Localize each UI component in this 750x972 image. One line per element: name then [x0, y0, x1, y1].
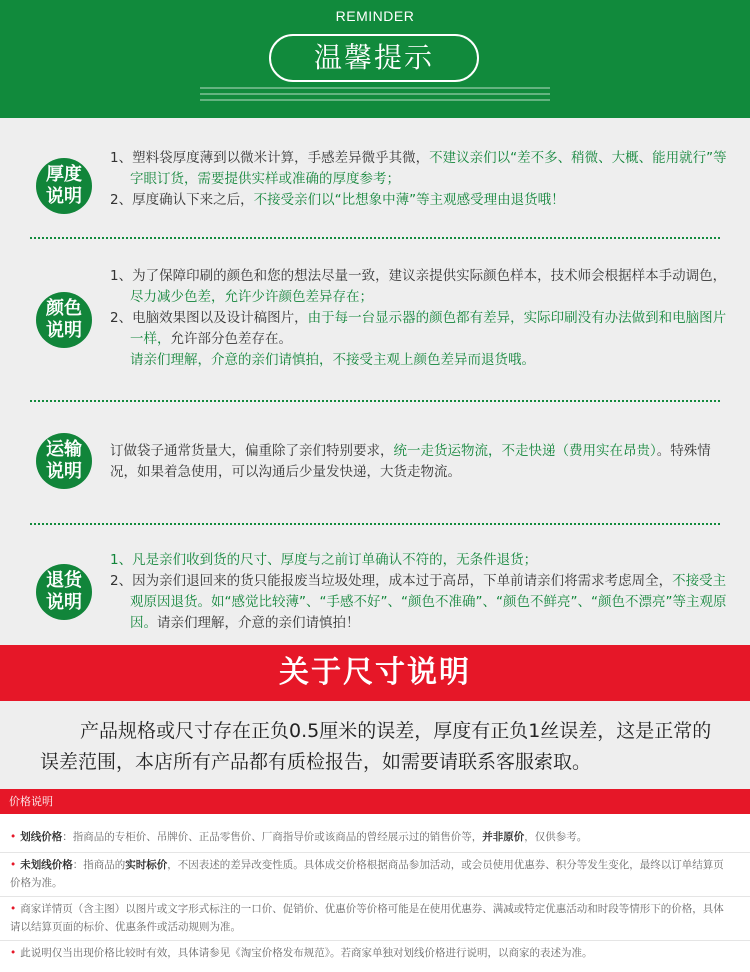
bullet-icon: • — [10, 831, 17, 843]
color-text: 1、为了保障印刷的颜色和您的想法尽量一致，建议亲提供实际颜色样本，技术师会根据样本手动调色，尽力减少色差，允许少许颜色差异存在； 2、电脑效果图以及设计稿图片，由于每一台显示器的颜色都有差异，实际印刷没有办法做到和电脑图片一样，允许部分色差存在。 请亲们理解，介意的亲们请慎拍，不接受主观上颜色差异而退货哦。 — [110, 268, 727, 368]
thickness-text: 1、塑料袋厚度薄到以微米计算，手感差异微乎其微，不建议亲们以“差不多、稍微、大概、能用就行”等字眼订货，需要提供实样或准确的厚度参考； 2、厚度确认下来之后，不接受亲们以“比想象中薄”等主观感受理由退货哦！ — [110, 150, 727, 208]
return-badge: 退货 说明 — [36, 564, 92, 620]
price-divider — [0, 940, 750, 941]
shipping-badge: 运输 说明 — [36, 433, 92, 489]
price-divider — [0, 896, 750, 897]
divider — [30, 523, 720, 525]
price-item-strikethrough: • 划线价格：指商品的专柜价、吊牌价、正品零售价、厂商指导价或该商品的曾经展示过的销售价等，并非原价，仅供参考。 — [10, 831, 588, 843]
price-divider — [0, 852, 750, 853]
return-text: 1、凡是亲们收到货的尺寸、厚度与之前订单确认不符的，无条件退货； 2、因为亲们退回来的货只能报废当垃圾处理，成本过于高昂，下单前请亲们将需求考虑周全，不接受主观原因退货。如“感觉比较薄”、“手感不好”、“颜色不准确”、“颜色不鲜亮”、“颜色不漂亮”等主观原因。请亲们理解，介意的亲们请慎拍！ — [110, 552, 727, 631]
size-description: 产品规格或尺寸存在正负0.5厘米的误差，厚度有正负1丝误差，这是正常的误差范围，本店所有产品都有质检报告，如需要请联系客服索取。 — [40, 720, 712, 773]
thickness-badge: 厚度 说明 — [36, 158, 92, 214]
shipping-text: 订做袋子通常货量大，偏重除了亲们特别要求，统一走货运物流，不走快递（费用实在昂贵）。特殊情况，如果着急使用，可以沟通后少量发快递，大货走物流。 — [110, 443, 711, 480]
color-badge: 颜色 说明 — [36, 292, 92, 348]
price-body — [0, 814, 750, 972]
price-header: 价格说明 — [0, 789, 750, 814]
divider — [30, 237, 720, 239]
shipping-section — [0, 403, 750, 523]
color-section — [0, 240, 750, 378]
bullet-icon: • — [10, 859, 17, 871]
header-banner — [0, 0, 750, 118]
bullet-icon: • — [10, 903, 17, 915]
bullet-icon: • — [10, 947, 17, 959]
price-item-actual: • 未划线价格：指商品的实时标价，不因表述的差异改变性质。具体成交价格根据商品参加活动，或会员使用优惠券、积分等发生变化，最终以订单结算页价格为准。 — [10, 859, 724, 889]
reminder-label: REMINDER — [335, 8, 415, 24]
price-item-detail: • 商家详情页（含主图）以图片或文字形式标注的一口价、促销价、优惠价等价格可能是在使用优惠券、满减或特定优惠活动和时段等情形下的价格，具体请以结算页面的标价、优惠条件或活动规则为准。 — [10, 903, 724, 933]
divider — [30, 400, 720, 402]
page-title: 温馨提示 — [269, 34, 479, 82]
size-banner-title: 关于尺寸说明 — [0, 645, 750, 701]
return-section — [0, 526, 750, 644]
thickness-section — [0, 118, 750, 240]
price-item-note: • 此说明仅当出现价格比较时有效，具体请参见《淘宝价格发布规范》。若商家单独对划线价格进行说明，以商家的表述为准。 — [10, 947, 593, 959]
decorative-fine-text — [200, 87, 550, 105]
